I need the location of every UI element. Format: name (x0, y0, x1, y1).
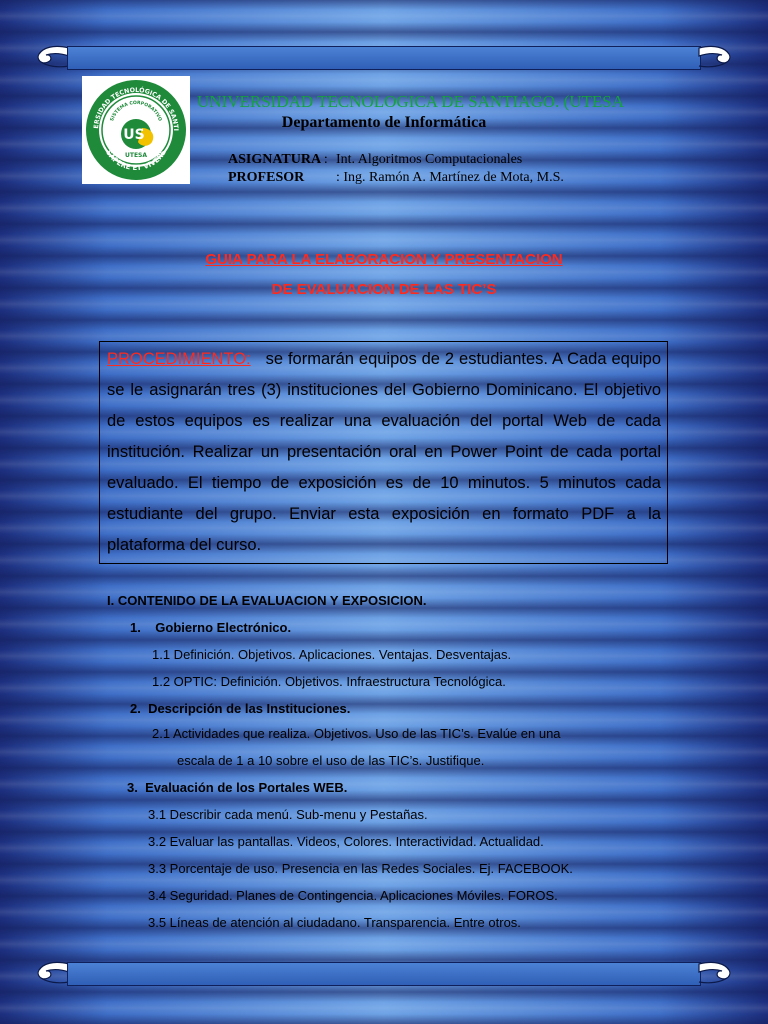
procedure-label: PROCEDIMIENTO: (107, 350, 251, 368)
item-1-1: 1.1 Definición. Objetivos. Aplicaciones. Ventajas. Desventajas. (152, 647, 512, 662)
item-3-5: 3.5 Líneas de atención al ciudadano. Transparencia. Entre otros. (148, 915, 521, 930)
scroll-curl-right-icon (697, 40, 733, 74)
item-3-3: 3.3 Porcentaje de uso. Presencia en las Redes Sociales. Ej. FACEBOOK. (148, 861, 573, 876)
professor-value: : Ing. Ramón A. Martínez de Mota, M.S. (336, 170, 564, 185)
item-3-1: 3.1 Describir cada menú. Sub-menu y Pestañas. (148, 807, 428, 822)
section-heading: I. CONTENIDO DE LA EVALUACION Y EXPOSICION. (107, 593, 427, 608)
subject-key: ASIGNATURA : (228, 152, 328, 167)
guide-title-line2: DE EVALUACION DE LAS TIC’S (271, 281, 497, 298)
svg-text:SAPERE ET VIVERE: SAPERE ET VIVERE (104, 148, 168, 173)
svg-text:SISTEMA CORPORATIVO: SISTEMA CORPORATIVO (110, 100, 162, 123)
scroll-curl-left-icon (35, 40, 71, 74)
item-2-heading: 2. Descripción de las Instituciones. (130, 701, 351, 716)
item-1-heading: 1. Gobierno Electrónico. (130, 620, 292, 635)
item-3-heading: 3. Evaluación de los Portales WEB. (127, 780, 348, 795)
university-name: UNIVERSIDAD TECNOLOGICA DE SANTIAGO. (UTESA (197, 92, 625, 111)
subject-row (228, 152, 522, 168)
svg-text:US: US (123, 127, 145, 143)
department-name: Departamento de Informática (281, 114, 487, 131)
svg-text:UTESA: UTESA (124, 152, 148, 159)
scroll-curl-right-icon (697, 956, 733, 990)
item-3-4: 3.4 Seguridad. Planes de Contingencia. Aplicaciones Móviles. FOROS. (148, 888, 558, 903)
svg-text:UNIVERSIDAD TECNOLÓGICA DE SAN: ERSIDAD TECNOLÓGICA DE SANTI (92, 86, 180, 132)
item-1-2: 1.2 OPTIC: Definición. Objetivos. Infraestructura Tecnológica. (152, 674, 506, 689)
professor-key: PROFESOR (228, 170, 305, 185)
guide-title-line1: GUIA PARA LA ELABORACION Y PRESENTACION (205, 251, 563, 268)
scroll-curl-left-icon (35, 956, 71, 990)
scroll-bar (67, 46, 701, 70)
subject-value: Int. Algoritmos Computacionales (336, 152, 523, 167)
scroll-bar (67, 962, 701, 986)
procedure-text: se formarán equipos de 2 estudiantes. A Cada equipo se le asignarán tres (3) instituciones del Gobierno Dominicano. El objetivo de estos equipos es realizar una evaluación del portal Web de cada institución. Realizar un presentación oral en Power Point de cada portal evaluado. El tiempo de exposición es de 10 minutos. 5 minutos cada estudiante del grupo. Enviar esta exposición en formato PDF a la plataforma del curso. (107, 350, 661, 554)
top-scroll-banner (35, 36, 733, 80)
procedure-box (99, 341, 668, 564)
item-2-1: 2.1 Actividades que realiza. Objetivos. Uso de las TIC’s. Evalúe en una (152, 726, 561, 741)
item-2-1-cont: escala de 1 a 10 sobre el uso de las TIC’s. Justifique. (177, 753, 485, 768)
professor-row (228, 170, 564, 186)
bottom-scroll-banner (35, 952, 733, 996)
item-3-2: 3.2 Evaluar las pantallas. Videos, Colores. Interactividad. Actualidad. (148, 834, 544, 849)
